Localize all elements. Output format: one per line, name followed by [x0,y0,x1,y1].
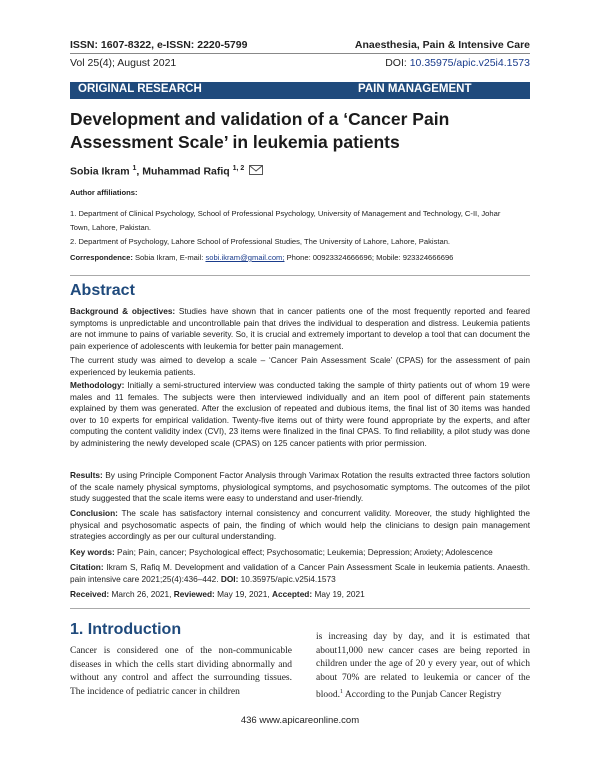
citation-text: Ikram S, Rafiq M. Development and validation of a Cancer Pain Assessment Scale in leukemia patients. Anaesth. pain intensive care 2021;25(4):436–442. [70,562,530,584]
author-2-sup: 1, 2 [232,165,245,172]
intro-right-text: is increasing day by day, and it is estimated that about11,000 new cancer cases are being reported in children under the age of 20 y every year, out of which about 70% are related to leukemia or cancer of the blood. [316,632,530,700]
author-separator: , [136,165,143,178]
results-label: Results: [70,470,103,480]
correspondence [70,251,535,265]
background-label: Background & objectives: [70,306,176,316]
affiliation-1 [70,207,535,235]
affiliations-label: Author affiliations: [70,188,138,197]
conclusion-text: The scale has satisfactory internal consistency and concurrent validity. Moreover, the study highlighted the physical and psychosomatic aspects of pain, the finding of which would help the clinicians to design pain management strategies accordingly as per our cultural understanding. [70,508,530,542]
banner-original-research: ORIGINAL RESEARCH [78,83,202,95]
correspondence-pre: Sobia Ikram, E-mail: [132,253,206,262]
email-link[interactable]: sobi.ikram@gmail.com; [205,253,285,262]
doi-line [385,57,530,69]
abstract-background [70,306,530,352]
accepted-date: May 19, 2021 [312,589,365,599]
introduction-heading: 1. Introduction [70,621,182,638]
citation-doi: 10.35975/apic.v25i4.1573 [238,573,336,584]
author-2: Muhammad Rafiq [142,165,230,178]
paper-title [70,108,530,154]
title-line-1: Development and validation of a ‘Cancer Pain [70,109,450,129]
affiliation-2: 2. Department of Psychology, Lahore School of Professional Studies, The University of Lahore, Lahore, Pakistan. [70,237,451,246]
abstract-rule [70,275,530,276]
intro-citation-sup: 1 [340,688,344,695]
abstract-dates [70,589,530,601]
keywords-label: Key words: [70,547,115,557]
received-date: March 26, 2021, [109,589,174,599]
reviewed-date: May 19, 2021, [214,589,273,599]
doi-link[interactable]: 10.35975/apic.v25i4.1573 [409,57,530,69]
methodology-text: Initially a semi-structured interview was conducted taking the sample of thirty patients out of whom 19 were males and 11 females. The subjects were then interviewed individually and an item pool of different pain statements explained by them was generated. After the exclusion of repeated and dubious items, the final list of 30 items was handed over to 10 experts for empirical validation. Twenty-five items out of thirty were found appropriate by the experts, and after computing the content validity index (CVI), 23 items were finalized in the final CPAS. To find reliability, a pilot study was done by administering the newly developed scale (CPAS) on 125 cancer patients with prior permission. [70,380,530,448]
author-1-sup: 1 [132,165,137,172]
accepted-label: Accepted: [272,589,313,599]
abstract-aim: The current study was aimed to develop a scale – ‘Cancer Pain Assessment Scale’ (CPAS) for the assessment of pain experienced by leukemia patients. [70,355,530,377]
header-rule [70,53,530,54]
abstract-methodology [70,380,530,450]
issn-text: ISSN: 1607-8322, e-ISSN: 2220-5799 [70,39,248,51]
abstract-conclusion [70,508,530,543]
affiliation-1-line-1: 1. Department of Clinical Psychology, School of Professional Psychology, University of Management and Technology, C-II, Johar [70,209,501,218]
background-text: Studies have shown that in cancer patients one of the most frequently reported and feared symptoms is unpredictable and uncontrollable pain that drives the individual to desperation and distress. Leukemia patients are not immune to pains of variable severity. So, it is crucial and extremely important to develop a tool that can document the pain experience of adolescents with leukemia for better pain management. [70,306,530,351]
volume-text: Vol 25(4); August 2021 [70,57,177,69]
correspondence-label: Correspondence: [70,253,133,262]
citation-doi-label: DOI: [220,573,239,584]
conclusion-label: Conclusion: [70,508,118,518]
abstract-results [70,470,530,505]
author-list [70,165,263,178]
doi-label: DOI: [385,57,407,69]
abstract-keywords [70,547,530,559]
intro-rule [70,608,530,609]
affiliations-heading [70,186,535,200]
title-line-2: Assessment Scale’ in leukemia patients [70,132,400,152]
affiliation-1-line-2: Town, Lahore, Pakistan. [70,223,152,232]
keywords-text: Pain; Pain, cancer; Psychological effect; Psychosomatic; Leukemia; Depression; Anxiety; Adolescence [114,547,493,557]
author-1: Sobia Ikram [70,165,130,178]
intro-left-column: Cancer is considered one of the non-communicable diseases in which the cells start dividing abnormally and without any control and affect the surrounding tissues. The incidence of pediatric cancer in children [70,646,292,698]
received-label: Received: [70,589,110,599]
envelope-icon[interactable] [249,165,263,178]
intro-right-tail: According to the Punjab Cancer Registry [343,689,502,700]
methodology-label: Methodology: [70,380,125,390]
citation-label: Citation: [70,562,104,572]
section-banner [70,82,530,99]
results-text: By using Principle Component Factor Analysis through Varimax Rotation the results extracted three factors solution of the scale namely physical symptoms, physiological symptoms, and psychosomatic symptoms. The outcomes of the pilot study suggested that the scale items were easy to understand and user-friendly. [70,470,530,504]
abstract-heading: Abstract [70,282,135,299]
abstract-citation [70,562,530,585]
correspondence-phone: Phone: 00923324666696; Mobile: 923324666696 [284,253,454,262]
page-footer: 436 www.apicareonline.com [240,715,360,726]
journal-name: Anaesthesia, Pain & Intensive Care [354,39,530,51]
intro-right-column [316,631,530,703]
banner-pain-management: PAIN MANAGEMENT [358,83,472,95]
reviewed-label: Reviewed: [173,589,215,599]
